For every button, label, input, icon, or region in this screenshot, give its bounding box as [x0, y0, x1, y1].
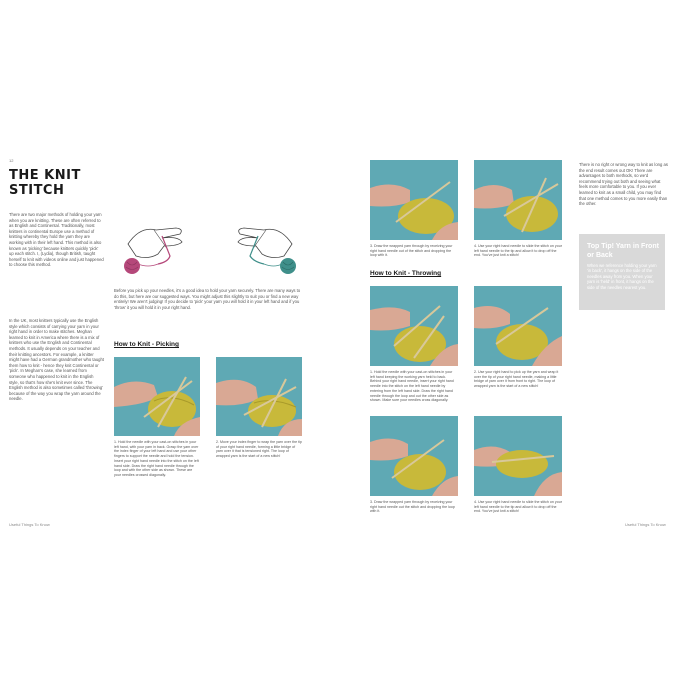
right-page	[338, 148, 676, 532]
throwing-photo-4	[474, 416, 562, 496]
throwing-step-4-caption: 4. Use your right hand needle to slide the stitch on your left hand needle to the tip and allow it to drop off the end. You've just knit a stitch!	[474, 500, 562, 514]
picking-step-3-caption: 3. Draw the wrapped yarn through by receiving your right hand needle out of the stitch and dropping the loop with it.	[370, 244, 453, 258]
tip-body: When we reference holding your yarn 'in back', it hangs on the side of the needles away from you. When your yarn is 'held' in front, it hangs on the side of the needles nearest you.	[587, 263, 657, 290]
hand-illustration-throwing	[218, 216, 302, 278]
throwing-step-2-caption: 2. Use your right hand to pick up the yarn and wrap it over the tip of your right hand needle, making a little bridge of yarn over it from front to right. The loop of wrapped yarn is the start of a new stitch!	[474, 370, 559, 389]
throwing-step-1-caption: 1. Hold the needle with your cast-on stitches in your left hand keeping the working yarn held to back. Behind your right hand needle, insert your right hand needle into the stitch on the left hand needle by entering from the left hand side. Draw the right hand needle through the loop and out the other side as shown. Make sure your needles cross diagonally.	[370, 370, 454, 403]
hand-illustration-picking	[118, 216, 198, 278]
throwing-heading: How to Knit - Throwing	[370, 270, 442, 277]
book-spread	[0, 148, 676, 532]
picking-step-1-caption: 1. Hold the needle with your cast-on stitches in your left hand, with your yarn in back. Grasp the yarn over the index finger of your left hand and use your other fingers to support the needle and hold the tension. Insert your right hand needle into the stitch on the left hand side. Draw the right hand needle through the loop and with the other side as shown. These are your needles crossed diagonally.	[114, 440, 199, 477]
throwing-photo-2	[474, 286, 562, 366]
methods-advice-text: There is no right or wrong way to knit as long as the end result comes out OK! There are advantages to both methods, so we'd recommend trying out both and seeing what feels more comfortable to you. If you ever learned to knit as a small child, you may find that one method comes to you more easily than the other.	[579, 162, 668, 207]
left-page	[0, 148, 338, 532]
throwing-photo-3	[370, 416, 458, 496]
left-footer: Useful Things To Know	[9, 522, 50, 527]
tip-title: Top Tip! Yarn in Front or Back	[587, 243, 659, 259]
intro-paragraph-2: In the UK, most knitters typically use the English style which consists of carrying your yarn in your right hand in order to make stitches. Meghan learned to knit in America where there is a mix of knitters who use the English and Continental methods. It usually depends on your teacher and their knitting ancestors. For example, a knitter might have had a German grandmother who taught them how to knit - hence they knit Continental or 'pick'. In Meghan's case, she learned from someone who happened to knit in the English style, so that's how she's knit ever since. The English method is also sometimes called 'throwing' because of the way you wrap the yarn around the needle.	[9, 318, 104, 402]
intro-paragraph-1: There are two major methods of holding your yarn when you are knitting. These are often referred to as English and Continental. Traditionally, most knitters in continental Europe use a method of knitting whereby they hold the yarn they are working with in their left hand. This method is also known as 'picking' because knitters quickly 'pick' up each stitch. I, (Lydia), though British, taught herself to knit with videos online and just happened to choose this method.	[9, 212, 104, 268]
top-tip-box	[579, 234, 665, 310]
picking-step-2-caption: 2. Move your index finger to wrap the yarn over the tip of your right hand needle, forming a little bridge of yarn over it that is tensioned right. The loop of wrapped yarn is the start of a new stitch!	[216, 440, 302, 459]
right-footer: Useful Things To Know	[625, 522, 666, 527]
page-number: 12	[9, 158, 14, 163]
throwing-step-3-caption: 3. Draw the wrapped yarn through by receiving your right hand needle out the stitch and dropping the loop with it.	[370, 500, 455, 514]
throwing-photo-1	[370, 286, 458, 366]
picking-photo-1	[114, 357, 200, 436]
picking-step-4-caption: 4. Use your right hand needle to slide the stitch on your left hand needle to the tip and allow it to drop off the end. You've just knit a stitch!	[474, 244, 562, 258]
holding-yarn-text: Before you pick up your needles, it's a good idea to hold your yarn securely. There are many ways to do this, but here are our suggested ways. You might adjust this slightly to suit you or find a new way entirely! We aren't judging! If you decide to 'pick' your yarn you will hold it in your left hand and if you 'throw' it you will hold it in your right hand.	[114, 288, 301, 310]
picking-photo-2	[216, 357, 302, 436]
picking-photo-4	[474, 160, 562, 240]
picking-heading: How to Knit - Picking	[114, 341, 179, 348]
picking-photo-3	[370, 160, 458, 240]
page-title	[9, 168, 81, 198]
title-line-1: THE KNIT	[9, 168, 81, 183]
title-line-2: STITCH	[9, 183, 65, 198]
